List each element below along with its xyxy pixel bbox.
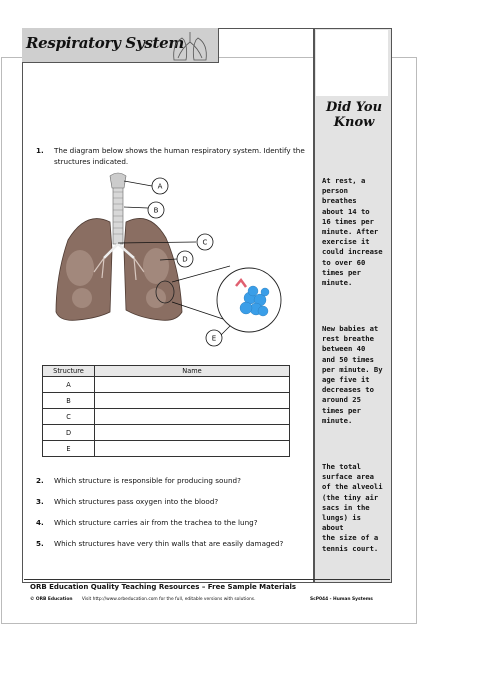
label-e: E — [211, 334, 217, 343]
table-header-name: Name — [95, 366, 290, 377]
table-row — [43, 377, 290, 393]
name-answer-cell[interactable] — [95, 425, 290, 441]
structure-cell: C — [43, 409, 95, 425]
question-text: Which structures pass oxygen into the blood? — [54, 497, 219, 506]
name-answer-cell[interactable] — [95, 377, 290, 393]
fact-resting-breathing: At rest, a person breathes about 14 to 16 times per minute. After exercise it could increase to over 60 times per minute. — [322, 176, 383, 288]
structure-cell: B — [43, 393, 95, 409]
name-answer-cell[interactable] — [95, 409, 290, 425]
larynx-shape — [110, 173, 126, 188]
footer-divider — [24, 579, 390, 580]
structure-cell: A — [43, 377, 95, 393]
table-row — [43, 409, 290, 425]
question-2 — [36, 476, 241, 485]
question-text: Which structures have very thin walls that are easily damaged? — [54, 539, 284, 548]
question-5 — [36, 539, 283, 548]
question-3 — [36, 497, 218, 506]
name-answer-cell[interactable] — [95, 393, 290, 409]
did-you-know-heading: Did You Know — [325, 100, 383, 130]
table-row — [43, 441, 290, 457]
label-c: C — [202, 238, 208, 247]
footer-code: ScP044 - Human Systems — [310, 597, 373, 602]
question-number: 5. — [36, 539, 44, 548]
label-d: D — [182, 255, 188, 264]
question-text: Which structure carries air from the trachea to the lung? — [54, 518, 258, 527]
name-answer-cell[interactable] — [95, 441, 290, 457]
question-text: The diagram below shows the human respiratory system. Identify the structures indicated. — [54, 146, 305, 166]
question-number: 3. — [36, 497, 44, 506]
question-number: 1. — [36, 146, 44, 155]
table-header-structure: Structure — [43, 366, 95, 377]
structure-table — [42, 365, 290, 457]
label-b: B — [153, 206, 159, 215]
structure-cell: E — [43, 441, 95, 457]
footer-visit-link[interactable]: Visit http://www.orbeducation.com for the full, editable versions with solutions. — [81, 597, 256, 602]
label-a: A — [157, 182, 163, 191]
question-number: 2. — [36, 476, 44, 485]
alveoli-zoom-circle — [217, 268, 281, 332]
question-text: Which structure is responsible for producing sound? — [54, 476, 241, 485]
fact-alveoli-area: The total surface area of the alveoli (the tiny air sacs in the lungs) is about the size of a tennis court. — [322, 462, 383, 553]
structure-cell: D — [43, 425, 95, 441]
fact-baby-breathing: New babies at rest breathe between 40 and 50 times per minute. By age five it decreases to around 25 times per minute. — [322, 324, 383, 425]
footer-note — [30, 597, 255, 602]
question-number: 4. — [36, 518, 44, 527]
lungs-illustration — [56, 173, 182, 320]
footer-title: ORB Education Quality Teaching Resources – Free Sample Materials — [30, 583, 297, 591]
page-title: Respiratory System — [26, 34, 184, 52]
table-row — [43, 393, 290, 409]
trachea-shape — [113, 186, 123, 244]
table-row — [43, 425, 290, 441]
footer-copyright: © ORB Education — [30, 597, 73, 602]
question-4 — [36, 518, 258, 527]
